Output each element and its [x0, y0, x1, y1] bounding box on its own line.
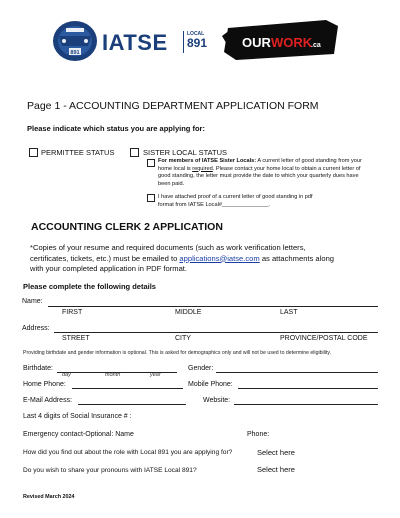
- name-input-line[interactable]: [48, 306, 378, 307]
- website-label: Website:: [203, 397, 231, 404]
- emergency-name-input[interactable]: [140, 429, 240, 439]
- ourwork-work: WORK: [271, 35, 313, 50]
- permittee-label: PERMITTEE STATUS: [41, 148, 115, 157]
- sister-note-required: required: [192, 165, 213, 172]
- ourwork-domain: .ca: [311, 42, 321, 49]
- optional-info-note: Providing birthdate and gender information is optional. This is asked for demographics only and will not be used to determine eligibility.: [23, 350, 332, 356]
- email-input-line[interactable]: [78, 404, 186, 405]
- pronouns-select[interactable]: Select here: [257, 465, 295, 474]
- address-province-caption: PROVINCE/POSTAL CODE: [280, 335, 368, 342]
- birthdate-year-caption: year: [150, 372, 161, 378]
- seal-number: 891: [70, 50, 80, 56]
- status-prompt: Please indicate which status you are applying for:: [27, 124, 205, 133]
- attached-line-2: format from IATSE Local#_______________.: [158, 201, 271, 208]
- name-first-caption: FIRST: [62, 309, 83, 316]
- pronouns-label: Do you wish to share your pronouns with IATSE Local 891?: [23, 467, 197, 474]
- sister-note-bold: For members of IATSE Sister Locals:: [158, 158, 257, 164]
- gender-input-line[interactable]: [216, 372, 378, 373]
- page-title: Page 1 - ACCOUNTING DEPARTMENT APPLICATION FORM: [27, 100, 319, 112]
- emergency-phone-label: Phone:: [247, 431, 270, 438]
- birthdate-day-caption: day: [62, 372, 71, 378]
- mobile-phone-input-line[interactable]: [238, 388, 378, 389]
- local-label: LOCAL: [187, 31, 205, 37]
- permittee-checkbox[interactable]: [29, 148, 38, 157]
- emergency-contact-label: Emergency contact-Optional: Name: [23, 431, 134, 438]
- email-label: E-Mail Address:: [23, 397, 73, 404]
- local-badge: [183, 31, 213, 53]
- address-city-caption: CITY: [175, 335, 191, 342]
- ourwork-logo: [222, 16, 340, 62]
- local-number: 891: [187, 36, 208, 50]
- name-middle-caption: MIDDLE: [175, 309, 202, 316]
- applications-email-link[interactable]: applications@iatse.com: [179, 253, 260, 263]
- gender-label: Gender:: [188, 365, 214, 372]
- find-out-label: How did you find out about the role with Local 891 you are applying for?: [23, 449, 233, 456]
- address-input-line[interactable]: [54, 332, 378, 333]
- sister-note-line-3: good standing, the letter must provide the date to which your quarterly dues have: [158, 173, 359, 179]
- sister-local-label: SISTER LOCAL STATUS: [143, 148, 228, 157]
- birthdate-month-caption: month: [105, 372, 121, 378]
- copies-line-2b: as attachments along: [259, 253, 335, 263]
- sister-note-line-1: A current letter of good standing from your: [256, 158, 362, 164]
- name-last-caption: LAST: [280, 309, 298, 316]
- sin-input[interactable]: [138, 411, 218, 421]
- copies-note: [30, 243, 334, 275]
- copies-line-2a: certificates, tickets, etc.) must be emailed to: [30, 253, 180, 263]
- copies-line-1: *Copies of your resume and required documents (such as work verification letters,: [30, 243, 306, 252]
- attached-proof-text: [158, 194, 313, 209]
- emergency-phone-input[interactable]: [273, 429, 373, 439]
- sister-local-checkbox[interactable]: [130, 148, 139, 157]
- details-heading: Please complete the following details: [23, 282, 156, 291]
- sister-note-line-4: been paid.: [158, 180, 185, 187]
- sister-note-line-2a: home local is: [158, 165, 193, 172]
- attached-proof-checkbox[interactable]: [147, 194, 155, 202]
- ourwork-our: OUR: [242, 35, 271, 50]
- mobile-phone-label: Mobile Phone:: [188, 381, 233, 388]
- website-input-line[interactable]: [234, 404, 378, 405]
- birthdate-label: Birthdate:: [23, 365, 53, 372]
- revised-date: Revised March 2024: [23, 494, 75, 500]
- iatse-logo: [52, 16, 212, 64]
- address-street-caption: STREET: [62, 335, 90, 342]
- find-out-select[interactable]: Select here: [257, 448, 295, 457]
- sister-note-checkbox[interactable]: [147, 159, 155, 167]
- sister-note: [158, 158, 362, 188]
- home-phone-input-line[interactable]: [72, 388, 183, 389]
- copies-line-3: with your completed application in PDF format.: [30, 264, 188, 273]
- sin-label: Last 4 digits of Social Insurance # :: [23, 413, 132, 420]
- iatse-wordmark: IATSE: [102, 30, 168, 55]
- home-phone-label: Home Phone:: [23, 381, 66, 388]
- name-label: Name:: [22, 298, 43, 305]
- attached-line-1: I have attached proof of a current letter of good standing in pdf: [158, 194, 313, 200]
- sister-note-line-2b: . Please contact your home local to obtain a current letter of: [212, 165, 361, 172]
- position-title: ACCOUNTING CLERK 2 APPLICATION: [31, 221, 223, 233]
- iatse-seal-icon: [52, 20, 98, 62]
- address-label: Address:: [22, 325, 50, 332]
